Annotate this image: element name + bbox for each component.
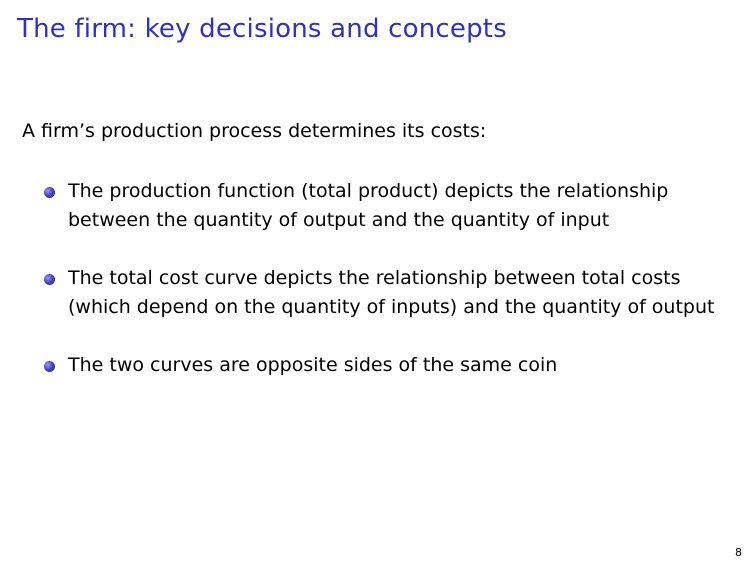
bullet-text: The total cost curve depicts the relationship between total costs (which depend on the quantity of inputs) and the quantity of output — [68, 267, 715, 318]
bullet-icon — [44, 274, 55, 285]
bullet-icon — [44, 187, 55, 198]
bullet-item — [44, 177, 744, 235]
bullet-list — [44, 177, 744, 409]
page-number: 8 — [735, 546, 742, 559]
slide-title: The firm: key decisions and concepts — [17, 14, 507, 44]
bullet-icon — [44, 361, 55, 372]
intro-text: A firm’s production process determines its costs: — [22, 120, 487, 142]
bullet-item — [44, 264, 744, 322]
bullet-item — [44, 351, 744, 380]
bullet-text: The production function (total product) depicts the relationship between the quantity of output and the quantity of input — [68, 180, 669, 231]
bullet-text: The two curves are opposite sides of the same coin — [68, 354, 558, 376]
